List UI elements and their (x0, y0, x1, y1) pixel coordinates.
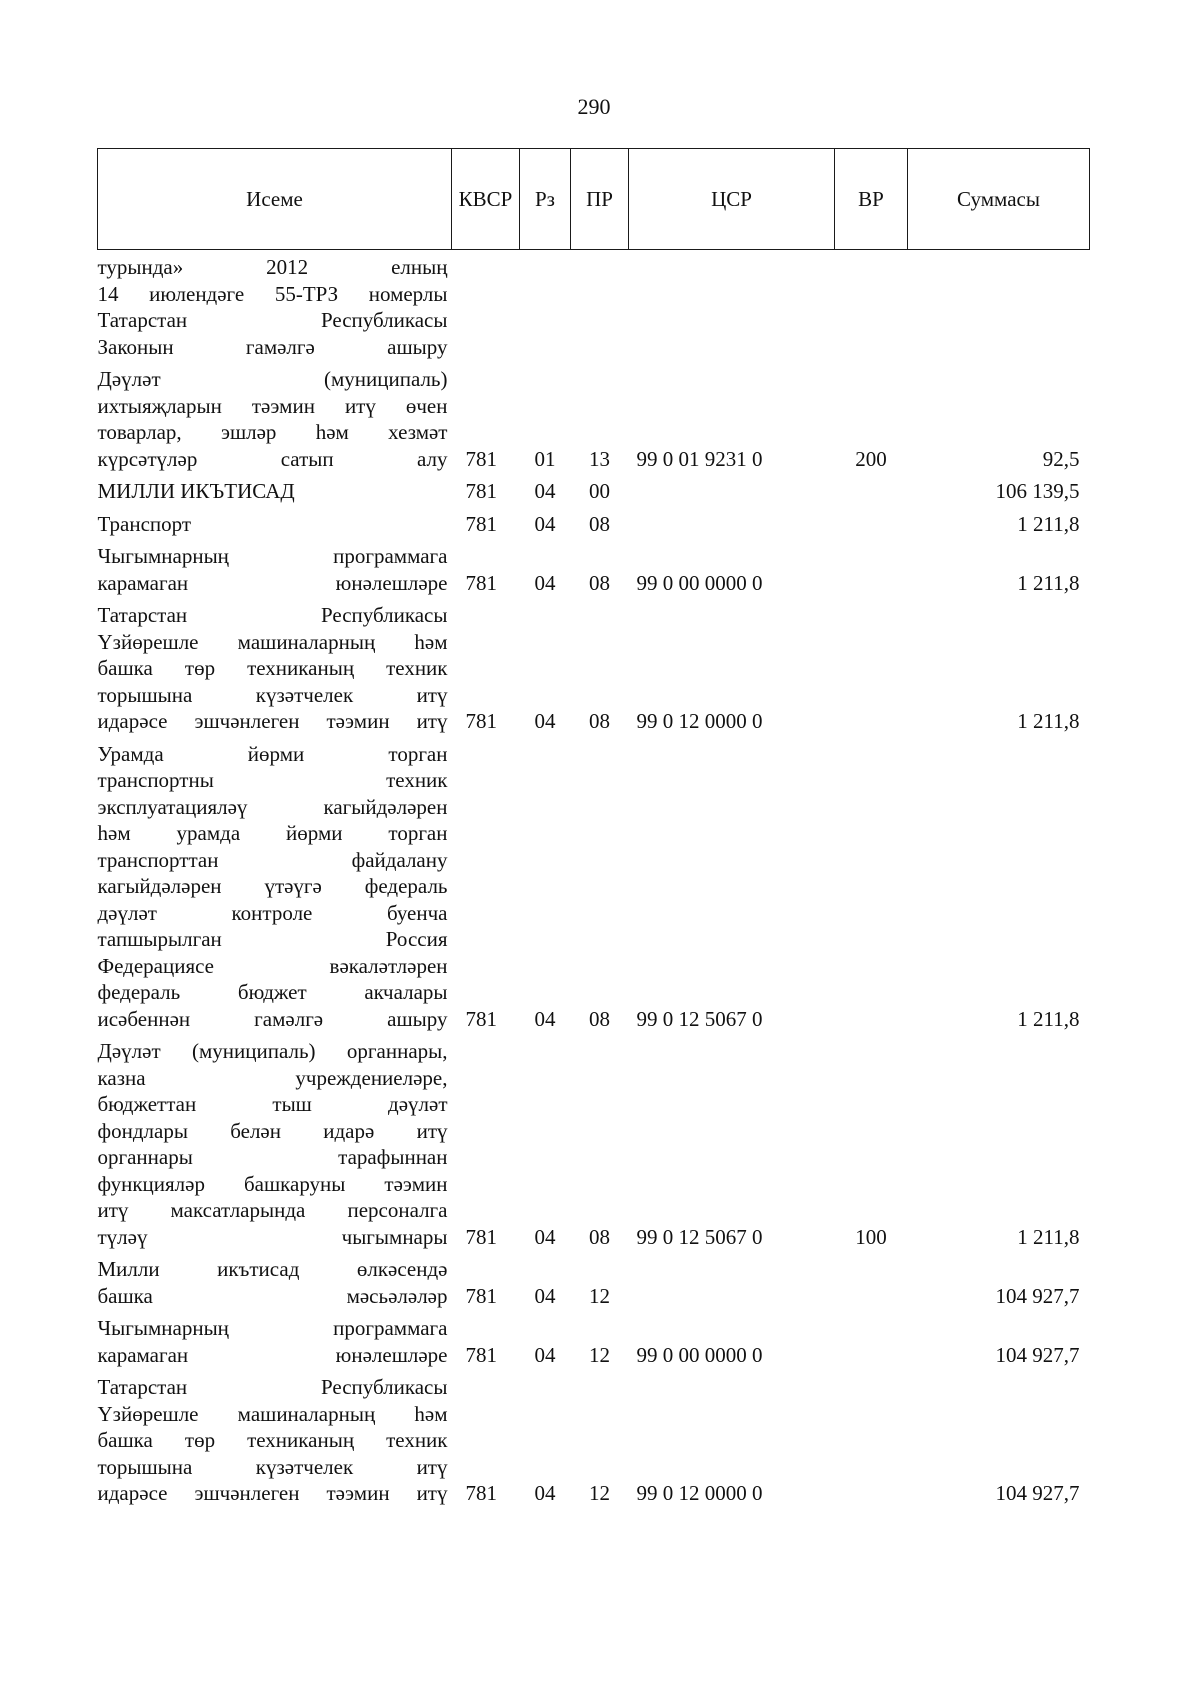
row-pr: 00 (589, 479, 610, 503)
row-vr (835, 250, 908, 367)
row-sum: 104 927,7 (995, 1481, 1080, 1505)
row-name-line: Милли икътисад өлкәсендә (97, 1257, 448, 1281)
row-csr: 99 0 12 5067 0 (636, 1006, 763, 1031)
row-rz: 04 (534, 1224, 556, 1249)
row-name-line: ихтыяҗларын тәэмин итү өчен (97, 393, 448, 418)
row-csr: 99 0 12 5067 0 (636, 1224, 763, 1249)
row-name-line: башка мәсьәләләр (97, 1283, 448, 1308)
row-name-line: итү максатларында персоналга (97, 1198, 448, 1222)
row-rz: 04 (534, 1481, 556, 1505)
row-name-line: Урамда йөрми торган (97, 741, 448, 766)
row-vr (835, 511, 908, 544)
table-row (98, 366, 1090, 478)
header-vr: ВР (835, 149, 908, 250)
row-csr (629, 250, 835, 367)
row-name-line: Чыгымнарның программага (97, 1316, 448, 1340)
row-sum: 92,5 (1042, 446, 1080, 471)
row-csr: 99 0 00 0000 0 (636, 570, 763, 595)
row-name-line: Үзйөрешле машиналарның һәм (97, 1401, 448, 1426)
row-rz: 04 (534, 1283, 556, 1308)
row-sum: 1 211,8 (1017, 570, 1080, 595)
row-sum: 1 211,8 (1017, 1006, 1080, 1031)
row-sum: 1 211,8 (1017, 1224, 1080, 1249)
row-name-line: Татарстан Республикасы (97, 308, 448, 332)
page-number: 290 (577, 94, 611, 119)
row-name-line: функцияләр башкаруны тәэмин (97, 1171, 448, 1196)
row-name-line: Дәүләт (муниципаль) (97, 367, 448, 391)
row-pr (571, 250, 629, 367)
table-row (98, 741, 1090, 1039)
header-csr: ЦСР (629, 149, 835, 250)
row-name-line: федераль бюджет акчалары (97, 980, 448, 1004)
row-kvsr: 781 (465, 1342, 497, 1367)
table-row (98, 1374, 1090, 1513)
row-kvsr: 781 (465, 1481, 497, 1505)
row-name (98, 366, 452, 478)
row-name-line: фондлары белән идарә итү (97, 1118, 448, 1143)
table-row (98, 1256, 1090, 1315)
row-pr: 08 (589, 1224, 610, 1249)
row-name-line: 14 июлендәге 55-ТРЗ номерлы (97, 281, 448, 306)
row-csr: 99 0 01 9231 0 (636, 446, 763, 471)
row-rz: 04 (534, 479, 556, 503)
header-rz: Рз (520, 149, 571, 250)
row-name-line: идарәсе эшчәнлеген тәэмин итү (97, 709, 448, 733)
row-pr: 12 (589, 1283, 610, 1308)
row-name-line: карамаган юнәлешләре (97, 570, 448, 595)
table-row (98, 1038, 1090, 1256)
row-kvsr: 781 (465, 570, 497, 595)
table-header-row (98, 149, 1090, 250)
row-name-line: Чыгымнарның программага (97, 544, 448, 568)
row-name (98, 1256, 452, 1315)
row-name-line: башка төр техниканың техник (97, 1428, 448, 1452)
row-name-line: турында» 2012 елның (97, 255, 448, 279)
row-name (98, 1374, 452, 1513)
row-rz: 01 (534, 446, 556, 471)
table-row (98, 511, 1090, 544)
row-name-line: Законын гамәлгә ашыру (97, 334, 448, 359)
row-sum: 104 927,7 (995, 1342, 1080, 1367)
row-pr: 08 (589, 570, 610, 595)
row-csr: 99 0 12 0000 0 (636, 709, 763, 733)
row-pr: 08 (589, 709, 610, 733)
row-name (98, 741, 452, 1039)
header-sum: Суммасы (908, 149, 1090, 250)
row-name-line: торышына күзәтчелек итү (97, 1454, 448, 1479)
row-csr (629, 511, 835, 544)
row-sum: 1 211,8 (1017, 511, 1080, 536)
row-name-line: тапшырылган Россия (97, 927, 448, 951)
header-pr: ПР (571, 149, 629, 250)
row-name (98, 543, 452, 602)
row-name-line: МИЛЛИ ИКЪТИСАД (97, 479, 295, 503)
row-rz: 04 (534, 709, 556, 733)
row-sum: 104 927,7 (995, 1283, 1080, 1308)
row-kvsr: 781 (465, 1283, 497, 1308)
row-csr: 99 0 12 0000 0 (636, 1481, 763, 1505)
row-rz: 04 (534, 570, 556, 595)
row-name-line: күрсәтүләр сатып алу (97, 446, 448, 471)
row-pr: 12 (589, 1342, 610, 1367)
row-vr (835, 478, 908, 511)
row-name-line: дәүләт контроле буенча (97, 900, 448, 925)
row-vr: 100 (855, 1224, 887, 1249)
row-vr (835, 741, 908, 1039)
header-name: Исеме (98, 149, 452, 250)
row-name-line: Дәүләт (муниципаль) органнары, (97, 1039, 448, 1063)
row-kvsr: 781 (465, 479, 497, 503)
row-csr (629, 1256, 835, 1315)
row-name-line: Татарстан Республикасы (97, 603, 448, 627)
row-vr (835, 602, 908, 741)
row-name-line: торышына күзәтчелек итү (97, 682, 448, 707)
row-name (98, 1315, 452, 1374)
row-name (98, 478, 452, 511)
row-vr (835, 1256, 908, 1315)
row-sum: 106 139,5 (995, 479, 1080, 503)
row-rz (520, 250, 571, 367)
row-pr: 08 (589, 1006, 610, 1031)
row-name-line: эксплуатацияләү кагыйдәләрен (97, 794, 448, 819)
row-pr: 13 (589, 446, 610, 471)
row-kvsr (452, 250, 520, 367)
budget-table (97, 148, 1090, 1513)
row-pr: 12 (589, 1481, 610, 1505)
row-kvsr: 781 (465, 1006, 497, 1031)
row-name-line: Федерациясе вәкаләтләрен (97, 953, 448, 978)
row-vr: 200 (855, 446, 887, 471)
row-kvsr: 781 (465, 511, 497, 536)
row-name-line: казна учреждениеләре, (97, 1065, 448, 1090)
row-name-line: һәм урамда йөрми торган (97, 821, 448, 845)
row-name-line: кагыйдәләрен үтәүгә федераль (97, 874, 448, 898)
row-name-line: транспорттан файдалану (97, 847, 448, 872)
table-row (98, 478, 1090, 511)
header-kvsr: КВСР (452, 149, 520, 250)
row-sum (908, 250, 1090, 367)
row-vr (835, 1374, 908, 1513)
row-name-line: идарәсе эшчәнлеген тәэмин итү (97, 1481, 448, 1505)
row-name (98, 602, 452, 741)
row-name-line: органнары тарафыннан (97, 1145, 448, 1169)
row-kvsr: 781 (465, 1224, 497, 1249)
row-name-line: Транспорт (97, 511, 192, 536)
row-kvsr: 781 (465, 709, 497, 733)
row-name-line: карамаган юнәлешләре (97, 1342, 448, 1367)
row-rz: 04 (534, 1342, 556, 1367)
row-kvsr: 781 (465, 446, 497, 471)
row-sum: 1 211,8 (1017, 709, 1080, 733)
row-name-line: бюджеттан тыш дәүләт (97, 1092, 448, 1116)
row-name-line: башка төр техниканың техник (97, 656, 448, 680)
row-vr (835, 543, 908, 602)
row-csr: 99 0 00 0000 0 (636, 1342, 763, 1367)
row-rz: 04 (534, 1006, 556, 1031)
row-csr (629, 478, 835, 511)
row-rz: 04 (534, 511, 556, 536)
row-name-line: товарлар, эшләр һәм хезмәт (97, 420, 448, 444)
row-vr (835, 1315, 908, 1374)
row-name-line: түләү чыгымнары (97, 1224, 448, 1249)
table-row (98, 1315, 1090, 1374)
row-name (98, 1038, 452, 1256)
row-name (98, 511, 452, 544)
table-body (98, 250, 1090, 1513)
row-name-line: Үзйөрешле машиналарның һәм (97, 629, 448, 654)
row-name-line: исәбеннән гамәлгә ашыру (97, 1006, 448, 1031)
row-name (98, 250, 452, 367)
table-row (98, 543, 1090, 602)
row-name-line: Татарстан Республикасы (97, 1375, 448, 1399)
table-row (98, 250, 1090, 367)
row-pr: 08 (589, 511, 610, 536)
row-name-line: транспортны техник (97, 768, 448, 792)
table-row (98, 602, 1090, 741)
